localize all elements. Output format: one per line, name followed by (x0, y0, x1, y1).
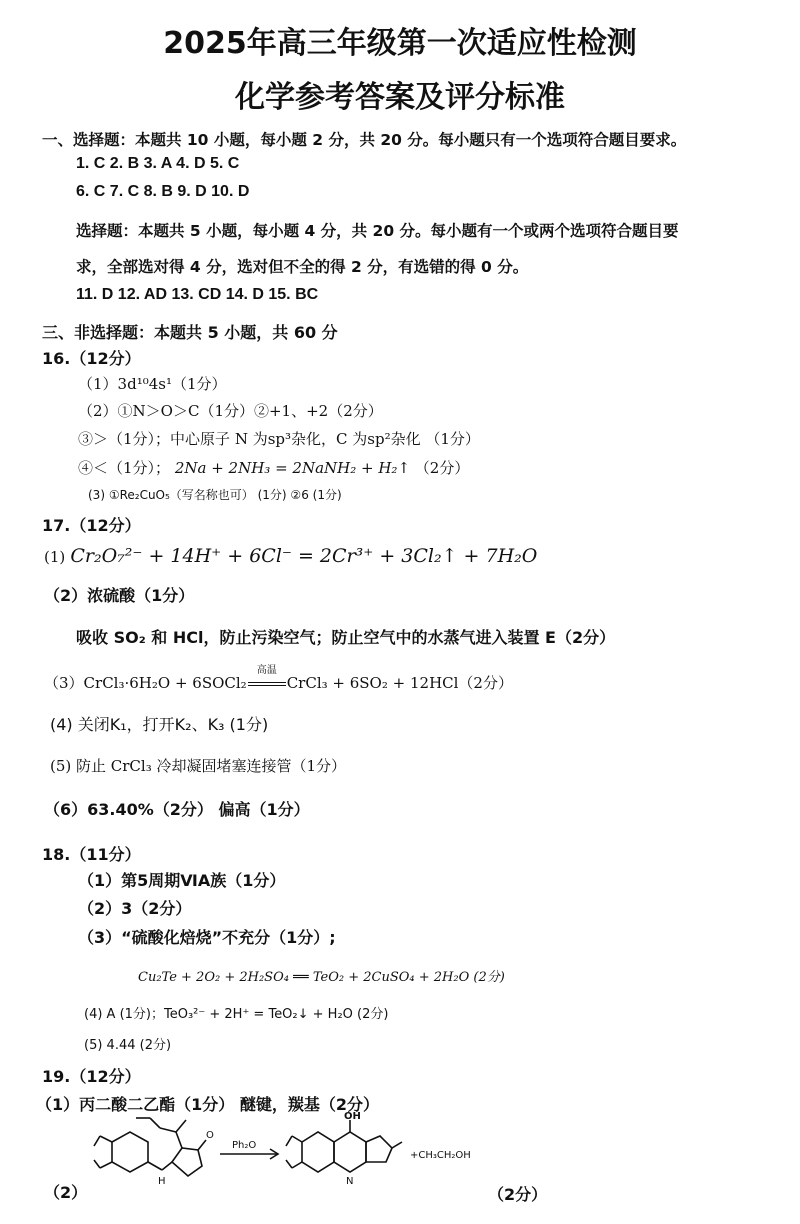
product-pyridine-ring (334, 1132, 366, 1172)
reactant-nh-label: H (158, 1176, 166, 1187)
doc-title: 2025年高三年级第一次适应性检测 (163, 26, 637, 61)
part2-header-line2: 求，全部选对得 4 分，选对但不全的得 2 分，有选错的得 0 分。 (76, 258, 529, 276)
part3-header: 三、非选择题：本题共 5 小题，共 60 分 (42, 323, 338, 342)
q18-answer-4: (4) A (1分)；TeO₃²⁻ + 2H⁺ = TeO₂↓ + H₂O (2分) (84, 1007, 389, 1022)
q16-title: 16.（12分） (42, 349, 141, 368)
q17-answer-3 (44, 665, 513, 693)
q18-title: 18.（11分） (42, 845, 141, 864)
q17-answer-5: (5) 防止 CrCl₃ 冷却凝固堵塞连接管（1分） (50, 757, 347, 775)
q18-answer-2: （2）3（2分） (78, 899, 192, 918)
q17-answer-6: （6）63.40%（2分） 偏高（1分） (44, 800, 310, 819)
q18-equation: Cu₂Te + 2O₂ + 2H₂SO₄ ══ TeO₂ + 2CuSO₄ + 2H₂O (2分) (138, 970, 505, 985)
q19-answer-2-label: （2） (44, 1183, 88, 1202)
part1-answers-row2: 6. C 7. C 8. B 9. D 10. D (76, 183, 250, 200)
q16-answer-2: （2）①N＞O＞C（1分）②+1、+2（2分） (78, 402, 383, 420)
q16-answer-3: ③＞（1分）；中心原子 N 为sp³杂化，C 为sp²杂化 （1分） (78, 430, 480, 448)
part2-header-line1: 选择题：本题共 5 小题，每小题 4 分，共 20 分。每小题有一个或两个选项符合题目要 (76, 222, 679, 240)
part1-header: 一、选择题：本题共 10 小题，每小题 2 分，共 20 分。每小题只有一个选项符合题目要求。 (42, 131, 687, 149)
q19-answer-1: （1）丙二酸二乙酯（1分） 醚键，羰基（2分） (36, 1095, 379, 1114)
q17-equation: Cr₂O₇²⁻ + 14H⁺ + 6Cl⁻ = 2Cr³⁺ + 3Cl₂↑ + 7H₂O (70, 545, 538, 567)
q17-answer-4: (4) 关闭K₁，打开K₂、K₃ (1分) (50, 715, 269, 734)
q17-answer-1 (44, 545, 537, 567)
product-n-label: N (346, 1176, 354, 1187)
q17-answer-1-label: (1) (44, 548, 66, 566)
q16-answer-4-prefix: ④＜（1分）； (78, 459, 171, 477)
q17-answer-2b: 吸收 SO₂ 和 HCl，防止污染空气；防止空气中的水蒸气进入装置 E（2分） (76, 628, 616, 647)
q17-title: 17.（12分） (42, 516, 141, 535)
q18-answer-1: （1）第5周期ⅥA族（1分） (78, 871, 286, 890)
q17-answer-2: （2）浓硫酸（1分） (44, 586, 195, 605)
q16-answer-4-score: （2分） (414, 459, 470, 477)
q17-answer-3-left: （3）CrCl₃·6H₂O + 6SOCl₂ (44, 674, 247, 692)
q18-answer-3: （3）“硫酸化焙烧”不充分（1分）; (78, 928, 336, 947)
q18-answer-5: (5) 4.44 (2分) (84, 1038, 172, 1053)
q16-equation: 2Na + 2NH₃ = 2NaNH₂ + H₂↑ (174, 459, 411, 477)
doc-subtitle: 化学参考答案及评分标准 (235, 80, 565, 115)
q17-reaction-condition: 高温 (256, 665, 277, 676)
part1-answers-row1: 1. C 2. B 3. A 4. D 5. C (76, 155, 240, 172)
byproduct-label: +CH₃CH₂OH (410, 1150, 471, 1161)
q19-reaction-scheme (90, 1110, 490, 1200)
reagent-label: Ph₂O (232, 1140, 257, 1151)
reactant-furanone-ring (172, 1148, 202, 1176)
product-oh-label: OH (344, 1111, 361, 1122)
q16-answer-1: （1）3d¹⁰4s¹（1分） (78, 375, 227, 393)
part2-answers-row: 11. D 12. AD 13. CD 14. D 15. BC (76, 286, 319, 303)
q16-answer-5: (3) ①Re₂CuO₅（写名称也可） (1分) ②6 (1分) (88, 488, 342, 502)
product-furanone-ring (366, 1136, 392, 1162)
q19-answer-2-score: （2分） (488, 1185, 548, 1204)
q16-answer-4 (78, 457, 469, 478)
q17-reaction-arrow (247, 665, 287, 692)
product-benzene-ring (302, 1132, 334, 1172)
reactant-benzene-ring (112, 1132, 148, 1172)
q17-answer-3-right: CrCl₃ + 6SO₂ + 12HCl（2分） (286, 674, 513, 692)
reactant-o-label: O (206, 1130, 214, 1141)
q19-title: 19.（12分） (42, 1067, 141, 1086)
